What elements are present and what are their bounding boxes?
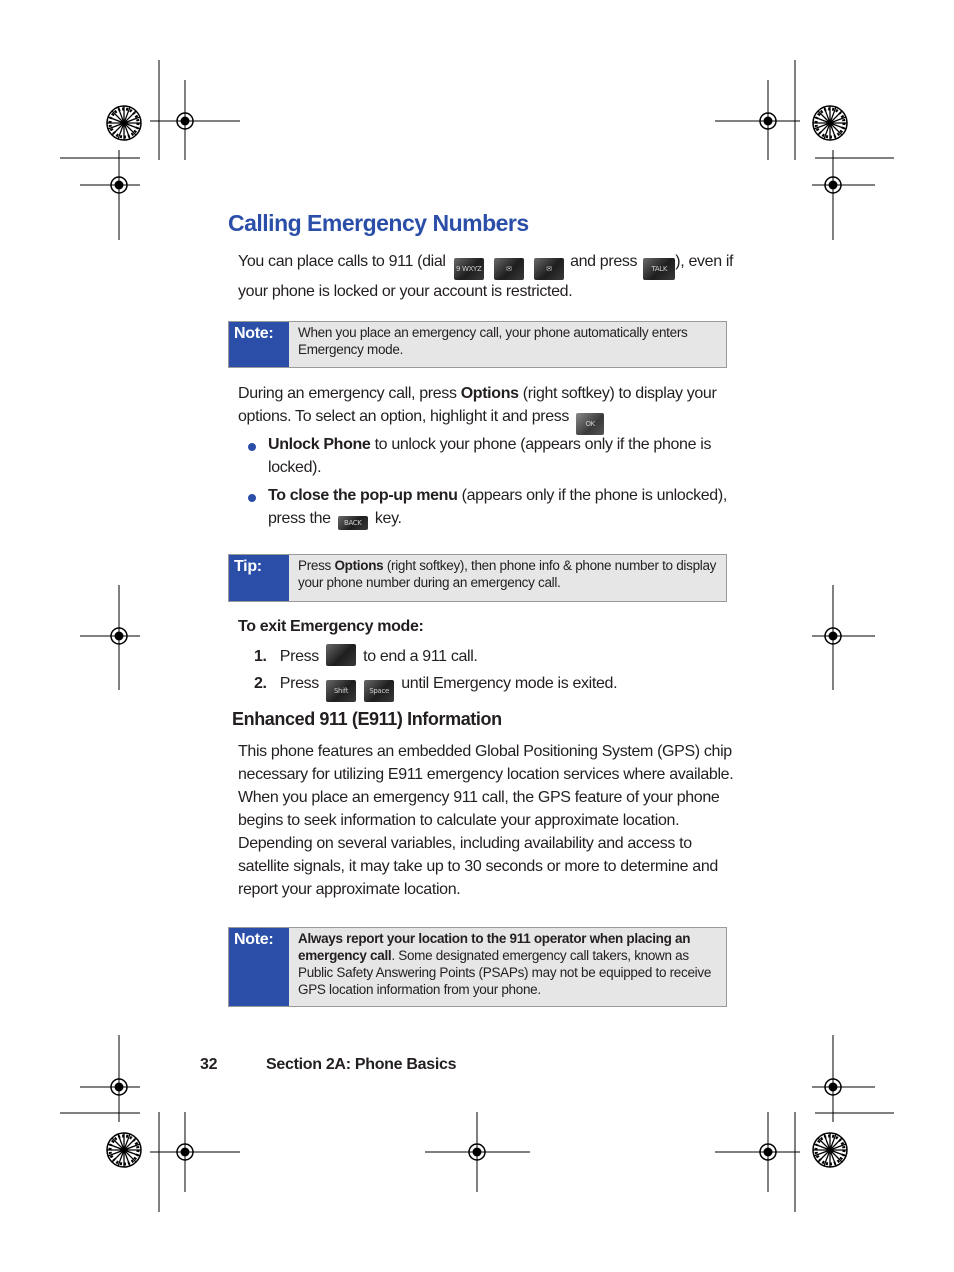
options-softkey-label: Options xyxy=(460,385,519,402)
pound-key-icon: Space xyxy=(364,680,394,702)
note2-bold: Always report your location to the 911 operator when placing an emergency call xyxy=(298,931,691,963)
bullet-close-line2a: press the xyxy=(268,510,331,527)
bullet-unlock-text: to unlock your phone (appears only if the phone is xyxy=(370,436,712,453)
end-key-icon xyxy=(326,644,356,666)
during-text-part1: During an emergency call, press xyxy=(238,385,461,402)
bullet-unlock-bold: Unlock Phone xyxy=(268,436,371,453)
talk-key-icon: TALK xyxy=(643,258,675,280)
back-key-icon: BACK xyxy=(338,516,368,530)
tip-text-part1: Press xyxy=(298,558,335,573)
bullet-close-line2b: key. xyxy=(374,510,402,527)
page-title: Calling Emergency Numbers xyxy=(228,210,529,236)
step-press-2: Press xyxy=(279,675,319,692)
note-label-2: Note: xyxy=(229,928,289,1006)
during-text-part2: (right softkey) to display your xyxy=(518,385,717,402)
bullet-unlock-phone xyxy=(268,433,738,479)
bullet-close-popup xyxy=(268,484,738,530)
step-number-2: 2. xyxy=(254,675,267,692)
tip-label: Tip: xyxy=(229,555,289,601)
during-call-paragraph xyxy=(238,382,738,435)
bullet-close-bold: To close the pop-up menu xyxy=(268,487,458,504)
e911-heading: Enhanced 911 (E911) Information xyxy=(232,709,502,729)
step-number: 1. xyxy=(254,648,267,665)
tip-options-label: Options xyxy=(334,558,384,573)
note-box xyxy=(228,321,727,368)
9-wxyz-key-icon: 9 WXYZ xyxy=(454,258,484,280)
intro-paragraph xyxy=(238,250,738,303)
step-text: to end a 911 call. xyxy=(363,648,478,665)
ok-key-icon: OK xyxy=(576,413,604,435)
bullet-icon-2 xyxy=(248,494,256,502)
intro-text-part1: You can place calls to 911 (dial xyxy=(238,253,446,270)
intro-text-part2: and press xyxy=(570,253,638,270)
bullet-icon xyxy=(248,443,256,451)
note-label: Note: xyxy=(229,322,289,367)
tip-box xyxy=(228,554,727,602)
tip-text xyxy=(289,555,726,601)
1-key-icon-2: ✉ xyxy=(534,258,564,280)
exit-step-1 xyxy=(254,644,478,668)
note-text-2 xyxy=(289,928,726,1006)
step-press: Press xyxy=(279,648,319,665)
note-text: When you place an emergency call, your phone automatically enters Emergency mode. xyxy=(298,325,688,357)
star-key-icon: Shift xyxy=(326,680,356,702)
during-line2: options. To select an option, highlight it and press xyxy=(238,408,570,425)
section-footer: Section 2A: Phone Basics xyxy=(266,1056,457,1073)
page-number: 32 xyxy=(200,1056,218,1073)
note-box-2 xyxy=(228,927,727,1007)
intro-line2: your phone is locked or your account is restricted. xyxy=(238,283,573,300)
step-text-2: until Emergency mode is exited. xyxy=(401,675,618,692)
intro-text-part3: ), even if xyxy=(675,253,734,270)
tip-text-part2: (right softkey), then phone info & phone number to display your phone number during an emergency call. xyxy=(298,558,717,590)
bullet-close-text: (appears only if the phone is unlocked), xyxy=(457,487,727,504)
1-key-icon: ✉ xyxy=(494,258,524,280)
exit-heading: To exit Emergency mode: xyxy=(238,618,424,635)
bullet-unlock-line2: locked). xyxy=(268,459,322,476)
note2-text: . Some designated emergency call takers, known as Public Safety Answering Points (PSAPs) may not be equipped to receive GPS location information from your phone. xyxy=(298,948,712,997)
exit-step-2 xyxy=(254,672,617,702)
e911-paragraph: This phone features an embedded Global Positioning System (GPS) chip necessary for utilizing E911 emergency location services where available. When you place an emergency 911 call, the GPS feature of your phone begins to seek information to calculate your approximate location. Depending on several variables, including availability and access to satellite signals, it may take up to 30 seconds or more to determine and report your approximate location. xyxy=(238,743,734,898)
